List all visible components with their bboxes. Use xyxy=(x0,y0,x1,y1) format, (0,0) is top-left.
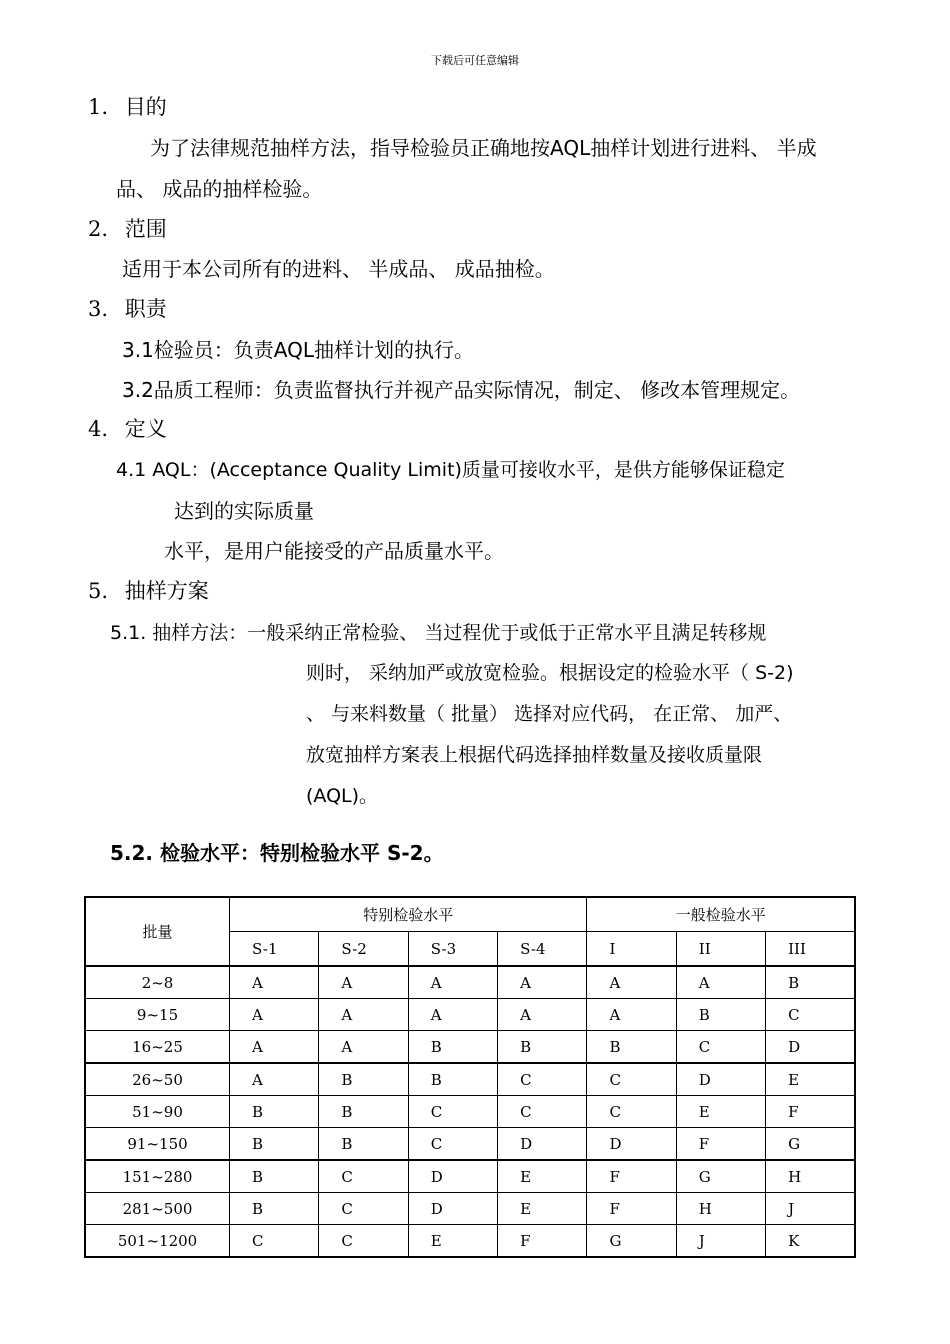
code-letter-cell: B xyxy=(498,1031,587,1064)
section-3-heading xyxy=(88,296,167,322)
code-letter-cell: F xyxy=(587,1160,676,1193)
code-letter-cell: C xyxy=(498,1063,587,1096)
section-5-1-line-5: (AQL)。 xyxy=(306,785,379,807)
lot-size-cell: 281~500 xyxy=(85,1193,230,1225)
lot-size-cell: 26~50 xyxy=(85,1063,230,1096)
section-2-paragraph: 适用于本公司所有的进料、 半成品、 成品抽检。 xyxy=(122,257,555,281)
section-5-1-line-3: 、 与来料数量（ 批量） 选择对应代码， 在正常、 加严、 xyxy=(306,703,793,725)
section-4-1-line-2: 达到的实际质量 xyxy=(174,499,314,523)
table-row xyxy=(85,1193,855,1225)
code-letter-cell: C xyxy=(766,999,855,1031)
code-letter-cell: A xyxy=(408,999,497,1031)
table-row xyxy=(85,1096,855,1128)
section-5-2-heading: 5.2. 检验水平：特别检验水平 S-2。 xyxy=(110,841,444,865)
section-1-paragraph-line-1: 为了法律规范抽样方法，指导检验员正确地按AQL抽样计划进行进料、 半成 xyxy=(150,136,817,160)
code-letter-cell: B xyxy=(230,1193,319,1225)
lot-size-header: 批量 xyxy=(85,897,230,966)
code-letter-cell: J xyxy=(676,1225,765,1258)
code-letter-cell: A xyxy=(230,966,319,999)
lot-size-cell: 9~15 xyxy=(85,999,230,1031)
section-3-2-text: 3.2品质工程师：负责监督执行并视产品实际情况，制定、 修改本管理规定。 xyxy=(122,378,801,402)
section-4-1-line-3: 水平，是用户能接受的产品质量水平。 xyxy=(164,539,504,563)
section-4-1-line-1: 4.1 AQL：(Acceptance Quality Limit)质量可接收水平，是供方能够保证稳定 xyxy=(116,459,785,481)
section-2-title: 范围 xyxy=(124,217,167,241)
section-1-title: 目的 xyxy=(124,95,167,119)
code-letter-cell: E xyxy=(408,1225,497,1258)
general-level-header: 一般检验水平 xyxy=(587,897,855,932)
section-4-title: 定义 xyxy=(124,417,167,441)
code-letter-cell: A xyxy=(587,966,676,999)
section-4-number: 4. xyxy=(88,417,109,441)
inspection-level-table xyxy=(84,896,856,1258)
code-letter-cell: A xyxy=(676,966,765,999)
code-letter-cell: D xyxy=(408,1160,497,1193)
code-letter-cell: A xyxy=(319,966,408,999)
code-letter-cell: D xyxy=(498,1128,587,1161)
code-letter-cell: G xyxy=(587,1225,676,1258)
section-5-1-line-1: 5.1. 抽样方法：一般采纳正常检验、 当过程优于或低于正常水平且满足转移规 xyxy=(110,622,767,644)
code-letter-cell: C xyxy=(498,1096,587,1128)
lot-size-cell: 151~280 xyxy=(85,1160,230,1193)
section-1-number: 1. xyxy=(88,95,109,119)
code-letter-cell: A xyxy=(319,999,408,1031)
table-row xyxy=(85,1128,855,1161)
code-letter-cell: B xyxy=(230,1128,319,1161)
code-letter-cell: B xyxy=(319,1128,408,1161)
level-subheader: II xyxy=(676,932,765,967)
code-letter-cell: A xyxy=(230,999,319,1031)
level-subheader: S-3 xyxy=(408,932,497,967)
code-letter-cell: B xyxy=(766,966,855,999)
section-5-title: 抽样方案 xyxy=(124,579,209,603)
table-row xyxy=(85,999,855,1031)
code-letter-cell: C xyxy=(587,1063,676,1096)
table-row xyxy=(85,1031,855,1064)
code-letter-cell: H xyxy=(676,1193,765,1225)
section-1-heading xyxy=(88,94,167,120)
section-4-heading xyxy=(88,416,167,442)
level-subheader: III xyxy=(766,932,855,967)
section-5-number: 5. xyxy=(88,579,109,603)
code-letter-cell: B xyxy=(230,1096,319,1128)
table-row xyxy=(85,966,855,999)
section-5-1-line-4: 放宽抽样方案表上根据代码选择抽样数量及接收质量限 xyxy=(306,744,763,766)
code-letter-cell: K xyxy=(766,1225,855,1258)
level-subheader: I xyxy=(587,932,676,967)
code-letter-cell: C xyxy=(676,1031,765,1064)
table-row xyxy=(85,1063,855,1096)
code-letter-cell: D xyxy=(587,1128,676,1161)
table-row xyxy=(85,1160,855,1193)
section-1-paragraph-line-2: 品、 成品的抽样检验。 xyxy=(116,177,323,201)
code-letter-cell: F xyxy=(766,1096,855,1128)
code-letter-cell: C xyxy=(319,1225,408,1258)
code-letter-cell: D xyxy=(408,1193,497,1225)
section-3-number: 3. xyxy=(88,297,109,321)
section-3-title: 职责 xyxy=(124,297,167,321)
code-letter-cell: A xyxy=(498,999,587,1031)
code-letter-cell: A xyxy=(319,1031,408,1064)
section-5-heading xyxy=(88,578,209,604)
level-subheader: S-4 xyxy=(498,932,587,967)
lot-size-cell: 501~1200 xyxy=(85,1225,230,1258)
lot-size-cell: 2~8 xyxy=(85,966,230,999)
code-letter-cell: F xyxy=(498,1225,587,1258)
level-subheader: S-2 xyxy=(319,932,408,967)
code-letter-cell: B xyxy=(587,1031,676,1064)
code-letter-cell: G xyxy=(766,1128,855,1161)
code-letter-cell: D xyxy=(766,1031,855,1064)
code-letter-cell: E xyxy=(498,1193,587,1225)
section-2-heading xyxy=(88,216,167,242)
page-header: 下载后可任意编辑 xyxy=(431,54,519,67)
code-letter-cell: A xyxy=(230,1031,319,1064)
code-letter-cell: C xyxy=(319,1160,408,1193)
section-2-number: 2. xyxy=(88,217,109,241)
code-letter-cell: H xyxy=(766,1160,855,1193)
code-letter-cell: A xyxy=(498,966,587,999)
code-letter-cell: D xyxy=(676,1063,765,1096)
code-letter-cell: F xyxy=(676,1128,765,1161)
code-letter-cell: C xyxy=(319,1193,408,1225)
code-letter-cell: E xyxy=(766,1063,855,1096)
code-letter-cell: C xyxy=(587,1096,676,1128)
code-letter-cell: C xyxy=(408,1128,497,1161)
section-3-1-text: 3.1检验员：负责AQL抽样计划的执行。 xyxy=(122,338,475,362)
code-letter-cell: A xyxy=(408,966,497,999)
level-subheader: S-1 xyxy=(230,932,319,967)
code-letter-cell: B xyxy=(319,1063,408,1096)
code-letter-cell: B xyxy=(408,1063,497,1096)
section-5-1-line-2: 则时， 采纳加严或放宽检验。根据设定的检验水平（ S-2) xyxy=(306,662,794,684)
code-letter-cell: C xyxy=(230,1225,319,1258)
code-letter-cell: B xyxy=(676,999,765,1031)
code-letter-cell: B xyxy=(408,1031,497,1064)
lot-size-cell: 16~25 xyxy=(85,1031,230,1064)
code-letter-cell: F xyxy=(587,1193,676,1225)
code-letter-cell: C xyxy=(408,1096,497,1128)
code-letter-cell: A xyxy=(230,1063,319,1096)
code-letter-cell: E xyxy=(498,1160,587,1193)
special-level-header: 特别检验水平 xyxy=(230,897,587,932)
code-letter-cell: G xyxy=(676,1160,765,1193)
lot-size-cell: 51~90 xyxy=(85,1096,230,1128)
table-row xyxy=(85,1225,855,1258)
lot-size-cell: 91~150 xyxy=(85,1128,230,1161)
code-letter-cell: A xyxy=(587,999,676,1031)
code-letter-cell: B xyxy=(319,1096,408,1128)
code-letter-cell: J xyxy=(766,1193,855,1225)
code-letter-cell: E xyxy=(676,1096,765,1128)
code-letter-cell: B xyxy=(230,1160,319,1193)
